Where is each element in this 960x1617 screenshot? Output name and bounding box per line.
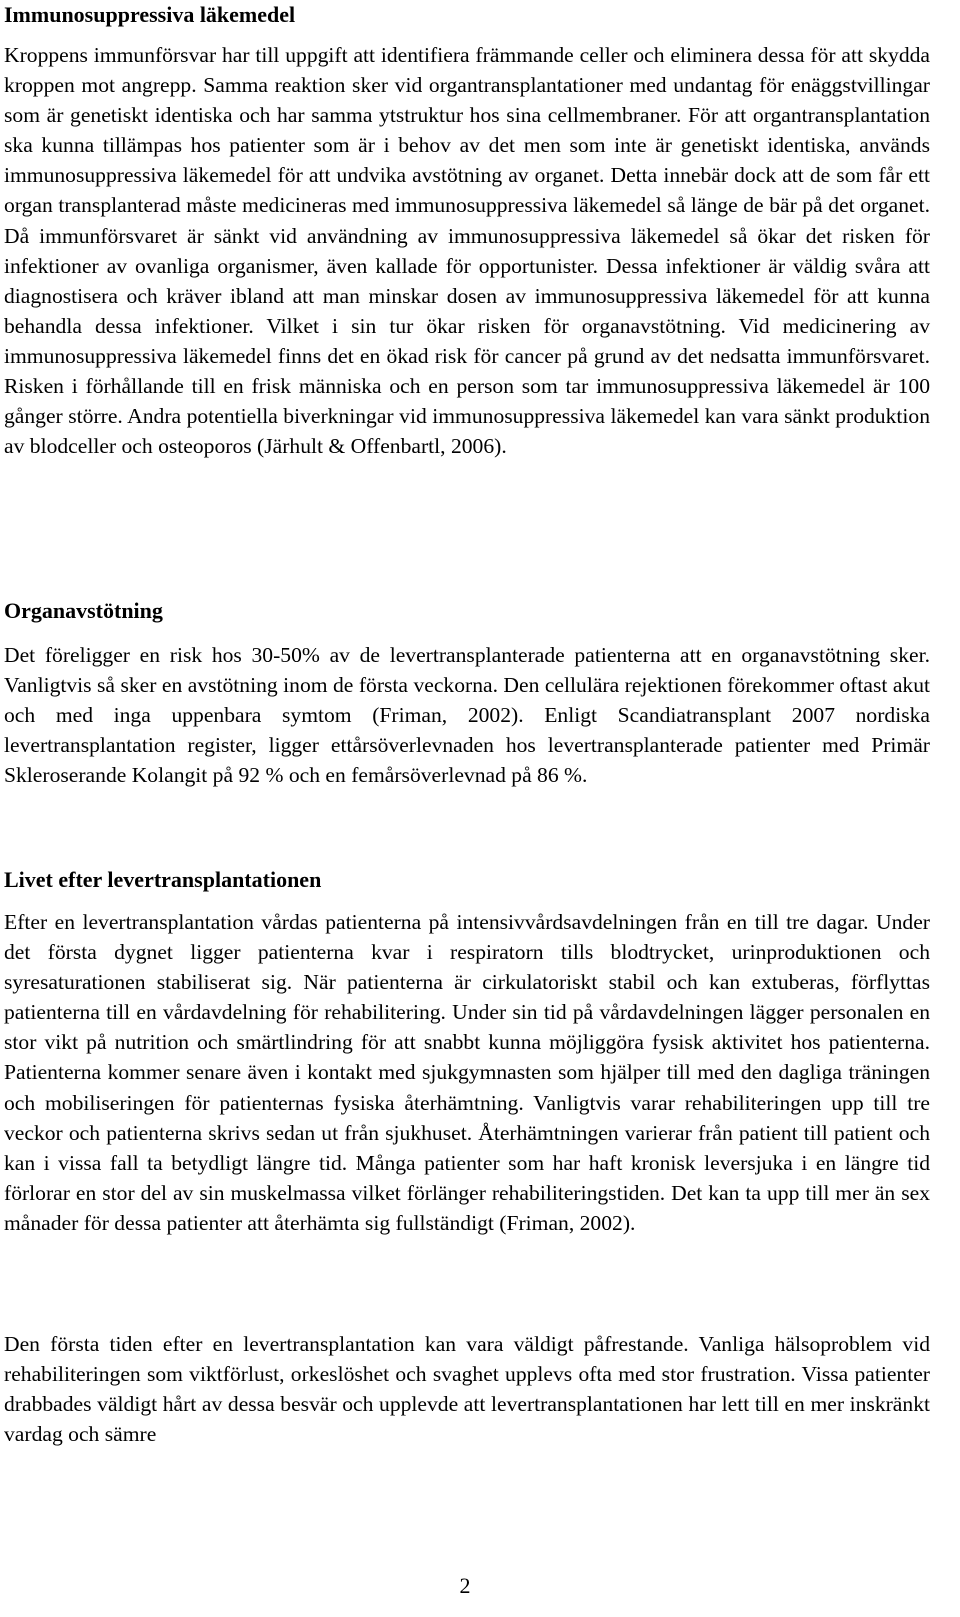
paragraph-immunosuppressiva: Kroppens immunförsvar har till uppgift att identifiera främmande celler och eliminera dessa för att skydda kroppen mot angrepp. Samma reaktion sker vid organtransplantationer med undantag för enäggstvillingar som är genetiskt identiska och har samma ytstruktur hos sina cellmembraner. För att organtransplantation ska kunna tillämpas hos patienter som är i behov av det men som inte är genetiskt identiska, används immunosuppressiva läkemedel för att undvika avstötning av organet. Detta innebär dock att de som får ett organ transplanterad måste medicineras med immunosuppressiva läkemedel så länge de bär på det organet. Då immunförsvaret är sänkt vid användning av immunosuppressiva läkemedel så ökar det risken för infektioner av ovanliga organismer, även kallade för opportunister. Dessa infektioner är väldig svåra att diagnostisera och kräver ibland att man minskar dosen av immunosuppressiva läkemedel för att kunna behandla dessa infektioner. Vilket i sin tur ökar risken för organavstötning. Vid medicinering av immunosuppressiva läkemedel finns det en ökad risk för cancer på grund av det nedsatta immunförsvaret. Risken i förhållande till en frisk människa och en person som tar immunosuppressiva läkemedel är 100 gånger större. Andra potentiella biverkningar vid immunosuppressiva läkemedel kan vara sänkt produktion av blodceller och osteoporos (Järhult & Offenbartl, 2006). bbox=[4, 43, 930, 459]
section-heading-immunosuppressiva: Immunosuppressiva läkemedel bbox=[4, 2, 296, 27]
paragraph-livet-efter-2: Den första tiden efter en levertransplantation kan vara väldigt påfrestande. Vanliga hälsoproblem vid rehabiliteringen som viktförlust, orkeslöshet och svaghet upplevs ofta med stor frustration. Vissa patienter drabbades väldigt hårt av dessa besvär och upplevde att levertransplantationen har lett till en mer inskränkt vardag och sämre bbox=[4, 1332, 930, 1447]
section-heading-livet-efter: Livet efter levertransplantationen bbox=[4, 867, 322, 892]
paragraph-livet-efter-1: Efter en levertransplantation vårdas patienterna på intensivvårdsavdelningen från en till tre dagar. Under det första dygnet ligger patienterna kvar i respiratorn tills blodtrycket, urinproduktionen och syresaturationen stabiliserat sig. När patienterna är cirkulatoriskt stabil och kan extuberas, förflyttas patienterna till en vårdavdelning för rehabilitering. Under sin tid på vårdavdelningen lägger personalen en stor vikt på nutrition och smärtlindring för att snabbt kunna möjliggöra fysisk aktivitet hos patienterna. Patienterna kommer senare även i kontakt med sjukgymnasten som hjälper till med den dagliga träningen och mobiliseringen för patienternas fysiska återhämtning. Vanligtvis varar rehabiliteringen upp till tre veckor och patienterna skrivs sedan ut från sjukhuset. Återhämtningen varierar från patient till patient och kan i vissa fall ta betydligt längre tid. Många patienter som har haft kronisk leversjuka i en längre tid förlorar en stor del av sin muskelmassa vilket förlänger rehabiliteringstiden. Det kan ta upp till mer än sex månader för dessa patienter att återhämta sig fullständigt (Friman, 2002). bbox=[4, 910, 930, 1235]
section-heading-organavstotning: Organavstötning bbox=[4, 598, 163, 623]
page-number: 2 bbox=[459, 1573, 471, 1598]
paragraph-organavstotning: Det föreligger en risk hos 30-50% av de levertransplanterade patienterna att en organavstötning sker. Vanligtvis så sker en avstötning inom de första veckorna. Den cellulära rejektionen förekommer oftast akut och med inga uppenbara symtom (Friman, 2002). Enligt Scandiatransplant 2007 nordiska levertransplantation register, ligger ettårsöverlevnaden hos levertransplanterade patienter med Primär Skleroserande Kolangit på 92 % och en femårsöverlevnad på 86 %. bbox=[4, 643, 930, 788]
